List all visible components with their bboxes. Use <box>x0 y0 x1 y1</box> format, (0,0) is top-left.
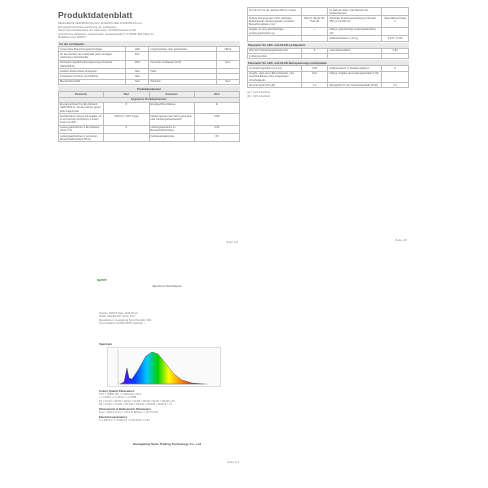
photometric-line: Flux = 1100.2 lm Fe = 3.512 W Efficacy = 137.5 lm/W <box>99 411 159 415</box>
table-cell: Spektrale Strahlungsverteilung im Bereich 250 nm bis 800 nm <box>328 16 382 27</box>
electrical-line: U = 230.0 V I = 0.069 A P = 8.00 W PF = 0.50 <box>99 419 150 423</box>
datasheet-page-1 <box>58 10 240 242</box>
table-cell: Ungebündeltes oder gebündeltes: <box>149 47 216 52</box>
table-cell: Leistungsaufnahme im vernetzten Bereitschaftszustand (Pnet) <box>59 134 104 142</box>
table-cell: Siehe Bild auf Seite 2 <box>382 16 409 27</box>
table-cell: 0.50 <box>301 66 328 71</box>
table-row <box>59 52 240 60</box>
table-cell: Farblich abstimmbare Lichtquelle: <box>59 69 126 74</box>
column-header: Wert <box>194 92 239 97</box>
table-cell: 0.4 <box>382 83 409 88</box>
footnote: (a) = nicht zutreffend <box>247 91 270 95</box>
spectrum-curve-icon <box>108 348 220 386</box>
table-cell: 8 <box>104 102 149 113</box>
table-cell: Netzspannung/Nicht-Netzspannung-Lichtquelle (MLS/NMLS): <box>59 60 126 68</box>
company-name: Guangdong Sprie Trading Technology Co., Ltd <box>132 442 202 446</box>
section-general-heading: Art der Lichtquelle: <box>58 41 240 46</box>
info-line: Sample: 000673 Date: 2019-05-12 <box>99 312 138 315</box>
table-cell: 8 <box>104 125 149 133</box>
table-cell: Verwendete Beleuchtungstechnologie: <box>59 47 126 52</box>
meta-line: Modellkennung: 000673 <box>58 36 86 40</box>
led-table <box>247 48 409 60</box>
table-cell: Lichtquelle mit hoher Leuchtdichte: <box>59 74 126 79</box>
table-row <box>248 36 409 41</box>
table-cell: Leistungsaufnahme im Bereitschaftszustand <box>149 125 194 133</box>
footnote: (b) = nicht zutreffend <box>247 94 270 98</box>
quality-line: CCT = 2698K Duv = 0.0031 Ra = 82.4 <box>99 393 142 396</box>
table-row <box>248 71 409 82</box>
table-cell: Nein <box>126 69 149 74</box>
meta-line: Anschrift des Lieferanten: Gartenstraße, Gewerbestraße 8, D-35818, Bad Vilbel, 42 <box>58 32 154 36</box>
table-cell: Flimmermetrik (Pst LM) <box>248 83 302 88</box>
section-params-heading: Produktparameter <box>58 86 240 91</box>
table-cell: Vernetzte Lichtquelle (CLS): <box>149 60 216 68</box>
info-line: Manufacturer: Guangdong Sprie Humidity: 60% <box>99 318 152 322</box>
general-table <box>58 46 240 85</box>
table-cell: 0.00 <box>194 125 239 133</box>
quality-line: R1 = 81 R2 = 89 R3 = 93 R4 = 80 R5 = 80 R6 = 84 R7 = 86 R8 = 66 <box>99 399 175 403</box>
table-cell: Hülle: <box>149 69 216 74</box>
table-cell: Wert des Farbwiedergabeindex R9 <box>248 48 302 53</box>
table-cell: 0.90 <box>382 48 409 53</box>
table-row <box>59 102 240 113</box>
table-cell: Energieverbrauch im Ein-Zustand (kWh/1000 h), auf die nächste ganze Zahl aufgerundet <box>59 102 104 113</box>
table-cell <box>301 8 328 16</box>
table-cell: Höhe 8 / Breite 60 / Tiefe 60 <box>301 16 328 27</box>
spectrum-chart <box>107 347 221 387</box>
params-table-continued <box>247 7 409 42</box>
quality-line: x = 0.4604 y = 0.4132 u' = 0.2588 <box>99 396 137 400</box>
photometric-heading: Photometric & Radiometric Parameters <box>99 407 152 412</box>
table-row <box>59 125 240 133</box>
table-cell: Nein <box>216 79 239 84</box>
table-cell: Dimmbar: <box>149 79 216 84</box>
table-cell <box>248 36 302 41</box>
table-cell: Lichtstromerhalt <box>248 53 302 58</box>
table-row <box>59 114 240 125</box>
table-cell: Leistungsaufnahme im Ein-Zustand (Pon) in W <box>59 125 104 133</box>
report-title: Spectrum Test Report <box>152 284 182 288</box>
table-cell: Falls ja, Angabe der Leistungsaufnahme (W) <box>328 71 382 82</box>
column-header: Parameter <box>59 92 104 97</box>
subheader: Allgemeine Produktparameter: <box>59 97 240 102</box>
electrical-values <box>99 419 235 422</box>
table-cell: E27 <box>126 52 149 60</box>
table-cell: Verschiebungsfaktor (cos φ1) <box>248 66 302 71</box>
table-cell <box>301 53 328 58</box>
company-logo: sprie <box>97 277 107 282</box>
datasheet-page-2 <box>247 7 409 240</box>
info-line: Model: LED 8W E27 Temp: 25°C <box>99 315 136 319</box>
section-led-heading: Parameter für LED- und OLED-Lichtquellen <box>247 43 409 48</box>
table-cell: Nein <box>216 60 239 68</box>
table-cell: 1.0 <box>301 83 328 88</box>
meta-line: DELEGIERTE VERORDNUNG (EU) 2019/2015 DER KOMMISSION vom <box>58 22 143 25</box>
table-cell <box>382 27 409 35</box>
table-cell: 80 <box>194 134 239 142</box>
table-cell: Farbkonsistenz in McAdam-Ellipsen <box>328 66 382 71</box>
table-cell <box>104 134 149 142</box>
table-cell: Nein <box>126 79 149 84</box>
table-cell: MLS <box>126 60 149 68</box>
table-row <box>248 8 409 16</box>
table-row <box>248 27 409 35</box>
section-mains-heading: Parameter für LED- und OLED-Netzspannungs-Lichtquellen <box>247 60 409 65</box>
photometric-values <box>99 411 235 414</box>
quality-line: R9 = 9 R10 = 73 R11 = 80 R12 = 64 R13 = 83 R14 = 96 R15 = 76 <box>99 402 172 406</box>
table-row <box>248 53 409 58</box>
table-cell: 2700 <box>194 114 239 125</box>
table-cell <box>301 36 328 41</box>
table-cell: Lebensdauerfaktor <box>328 48 382 53</box>
table-cell: Messgröße für den Stroboskopeffekt (SVM) <box>328 83 382 88</box>
table-cell: Nein <box>126 74 149 79</box>
spectrum-report-page <box>93 270 241 462</box>
table-cell: Falls ja, gleichwertige Leistungsaufnahme (W) <box>328 27 382 35</box>
table-cell: Art des Sockels der Lichtquelle (oder sonstiges elektrisches Schnittstelle) <box>59 52 126 60</box>
table-cell: Angabe zu einer gleichwertigen Leistungsaufnahme (a) <box>248 27 302 35</box>
table-cell: Farbkoordinaten (x und y) <box>328 36 382 41</box>
params-table <box>58 91 240 142</box>
table-cell: LED <box>126 47 149 52</box>
table-row <box>59 79 240 84</box>
meta-line: Name oder Handelsmarke des Lieferanten: SLOWE Handels GmbH <box>58 29 137 33</box>
table-cell <box>382 53 409 58</box>
footnotes <box>247 91 409 97</box>
table-cell: Äußere Abmessungen ohne separates Betriebsgerät, Steuerungsteile und Nicht-Beleuchtungsteile (mm) <box>248 16 302 27</box>
table-cell: Farbtemperatur (auf 100 K gerundet), oder Farbtemperaturbereich <box>149 114 194 125</box>
quality-values <box>99 393 235 406</box>
column-header: Wert <box>104 92 149 97</box>
quality-heading: Colour Quality Parameters <box>99 389 135 393</box>
table-cell: für 0,9 m/m für die nächste Zahl zu runden <box>248 8 302 16</box>
spectrum-heading: Spectrum <box>99 342 112 346</box>
table-cell <box>216 52 239 60</box>
info-line: Test Condition: AC230V 50Hz Operator: — <box>99 321 147 325</box>
column-header: Parameter <box>149 92 194 97</box>
parameters-block <box>99 388 235 423</box>
table-cell: E <box>194 102 239 113</box>
page-title: Produktdatenblatt <box>58 10 133 20</box>
table-cell <box>328 53 382 58</box>
mains-table <box>247 65 409 88</box>
table-cell: Nein <box>301 71 328 82</box>
table-cell: Nutzlichtstrom (Φuse) mit Angabe, ob er sich auf den Lichtstrom in einem Kegel mit 360° ... <box>59 114 104 125</box>
page-number: Seite 1/2 <box>226 240 238 244</box>
table-row <box>59 134 240 142</box>
table-row <box>248 16 409 27</box>
report-info <box>99 312 235 325</box>
table-cell: Angabe, dass eine LED-Lichtquelle, eine Leuchtstofflampe ohne eingebautes Vorschaltgerät ... <box>248 71 302 82</box>
table-row <box>248 83 409 88</box>
table-cell: — <box>301 27 328 35</box>
table-cell: Energieeffizienzklasse <box>149 102 194 113</box>
table-cell <box>382 71 409 82</box>
table-cell: 8 <box>301 48 328 53</box>
table-cell: Blendschutzschild: <box>59 79 126 84</box>
table-cell: 0.470 / 0.413 <box>382 36 409 41</box>
page-number: Seite 2/2 <box>395 238 407 242</box>
table-cell: 6 <box>382 66 409 71</box>
table-cell: 1100 lm in 360° Kegel <box>104 114 149 125</box>
table-cell <box>382 8 409 16</box>
table-cell <box>149 52 216 60</box>
meta-line: Energieverbrauchskennzeichnung von Lichtquellen <box>58 25 117 29</box>
table-cell: NDLS <box>216 47 239 52</box>
table-cell: Farbwiedergabeindex <box>149 134 194 142</box>
table-cell: lm Zahl gerundet, oder Bereich der Farbtemperatur <box>328 8 382 16</box>
page-number: Seite 1/1 <box>227 460 239 464</box>
table-row <box>59 60 240 68</box>
electrical-heading: Electrical parameters <box>99 415 128 420</box>
meta-block <box>58 22 240 40</box>
